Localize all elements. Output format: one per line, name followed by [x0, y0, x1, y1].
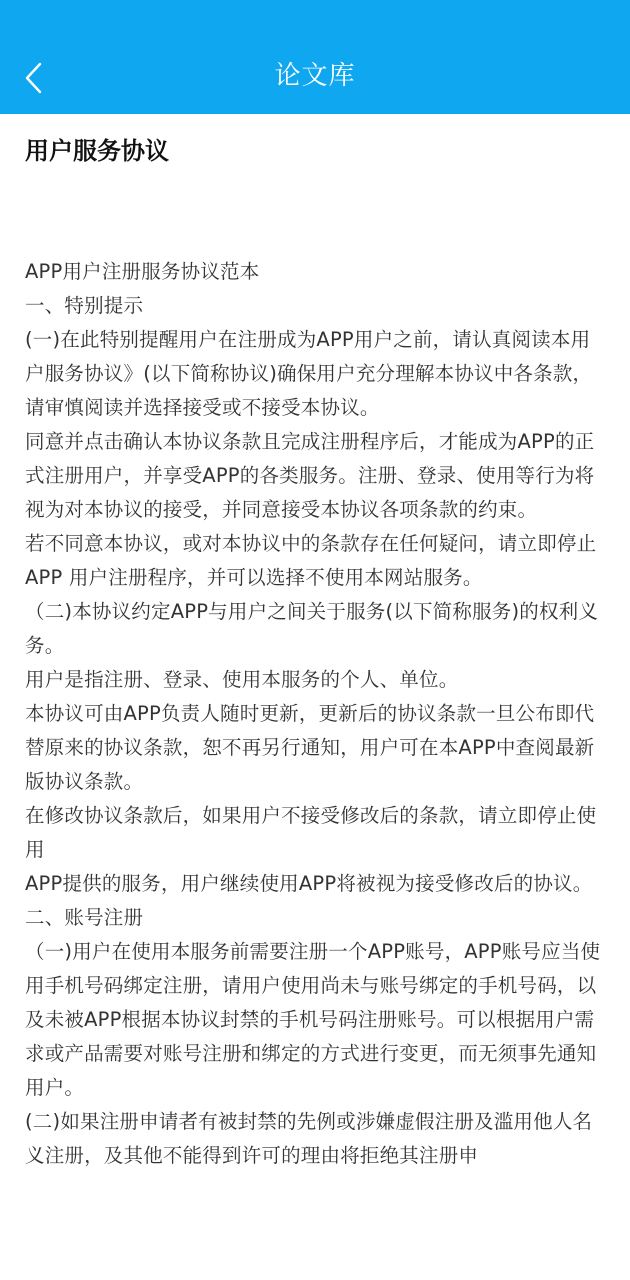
agreement-paragraph: 本协议可由APP负责人随时更新，更新后的协议条款一旦公布即代替原来的协议条款，恕不再另行通知，用户可在本APP中查阅最新版协议条款。	[25, 702, 595, 793]
agreement-paragraph: (二)如果注册申请者有被封禁的先例或涉嫌虚假注册及滥用他人名义注册，及其他不能得到许可的理由将拒绝其注册申	[25, 1110, 593, 1167]
agreement-title: 用户服务协议	[25, 137, 169, 165]
agreement-content[interactable]	[0, 114, 630, 1280]
agreement-paragraph: （二)本协议约定APP与用户之间关于服务(以下简称服务)的权利义务。	[25, 600, 599, 657]
agreement-paragraph: (一)在此特别提醒用户在注册成为APP用户之前，请认真阅读本用户服务协议》(以下简称协议)确保用户充分理解本协议中各条款，请审慎阅读并选择接受或不接受本协议。	[25, 328, 593, 419]
agreement-paragraph: APP用户注册服务协议范本	[25, 260, 260, 283]
top-navigation-bar	[0, 0, 630, 114]
agreement-paragraph: 在修改协议条款后，如果用户不接受修改后的条款，请立即停止使用	[25, 804, 597, 861]
agreement-paragraph: 若不同意本协议，或对本协议中的条款存在任何疑问，请立即停止	[25, 532, 597, 555]
page-title: 论文库	[274, 61, 356, 91]
agreement-paragraph: 用户是指注册、登录、使用本服务的个人、单位。	[25, 668, 459, 691]
agreement-paragraph: （一)用户在使用本服务前需要注册一个APP账号，APP账号应当使用手机号码绑定注册，请用户使用尚未与账号绑定的手机号码，以及未被APP根据本协议封禁的手机号码注册账号。可以根据用户需求或产品需要对账号注册和绑定的方式进行变更，而无须事先通知用户。	[25, 940, 601, 1099]
agreement-paragraph: 同意并点击确认本协议条款且完成注册程序后，才能成为APP的正式注册用户，并享受APP的各类服务。注册、登录、使用等行为将视为对本协议的接受，并同意接受本协议各项条款的约束。	[25, 430, 595, 521]
agreement-paragraph: APP 用户注册程序，并可以选择不使用本网站服务。	[25, 566, 483, 589]
agreement-paragraph: APP提供的服务，用户继续使用APP将被视为接受修改后的协议。	[25, 872, 593, 895]
agreement-paragraph: 一、特别提示	[25, 294, 144, 317]
agreement-section-heading: 二、账号注册	[25, 906, 144, 929]
agreement-body	[25, 255, 605, 1173]
